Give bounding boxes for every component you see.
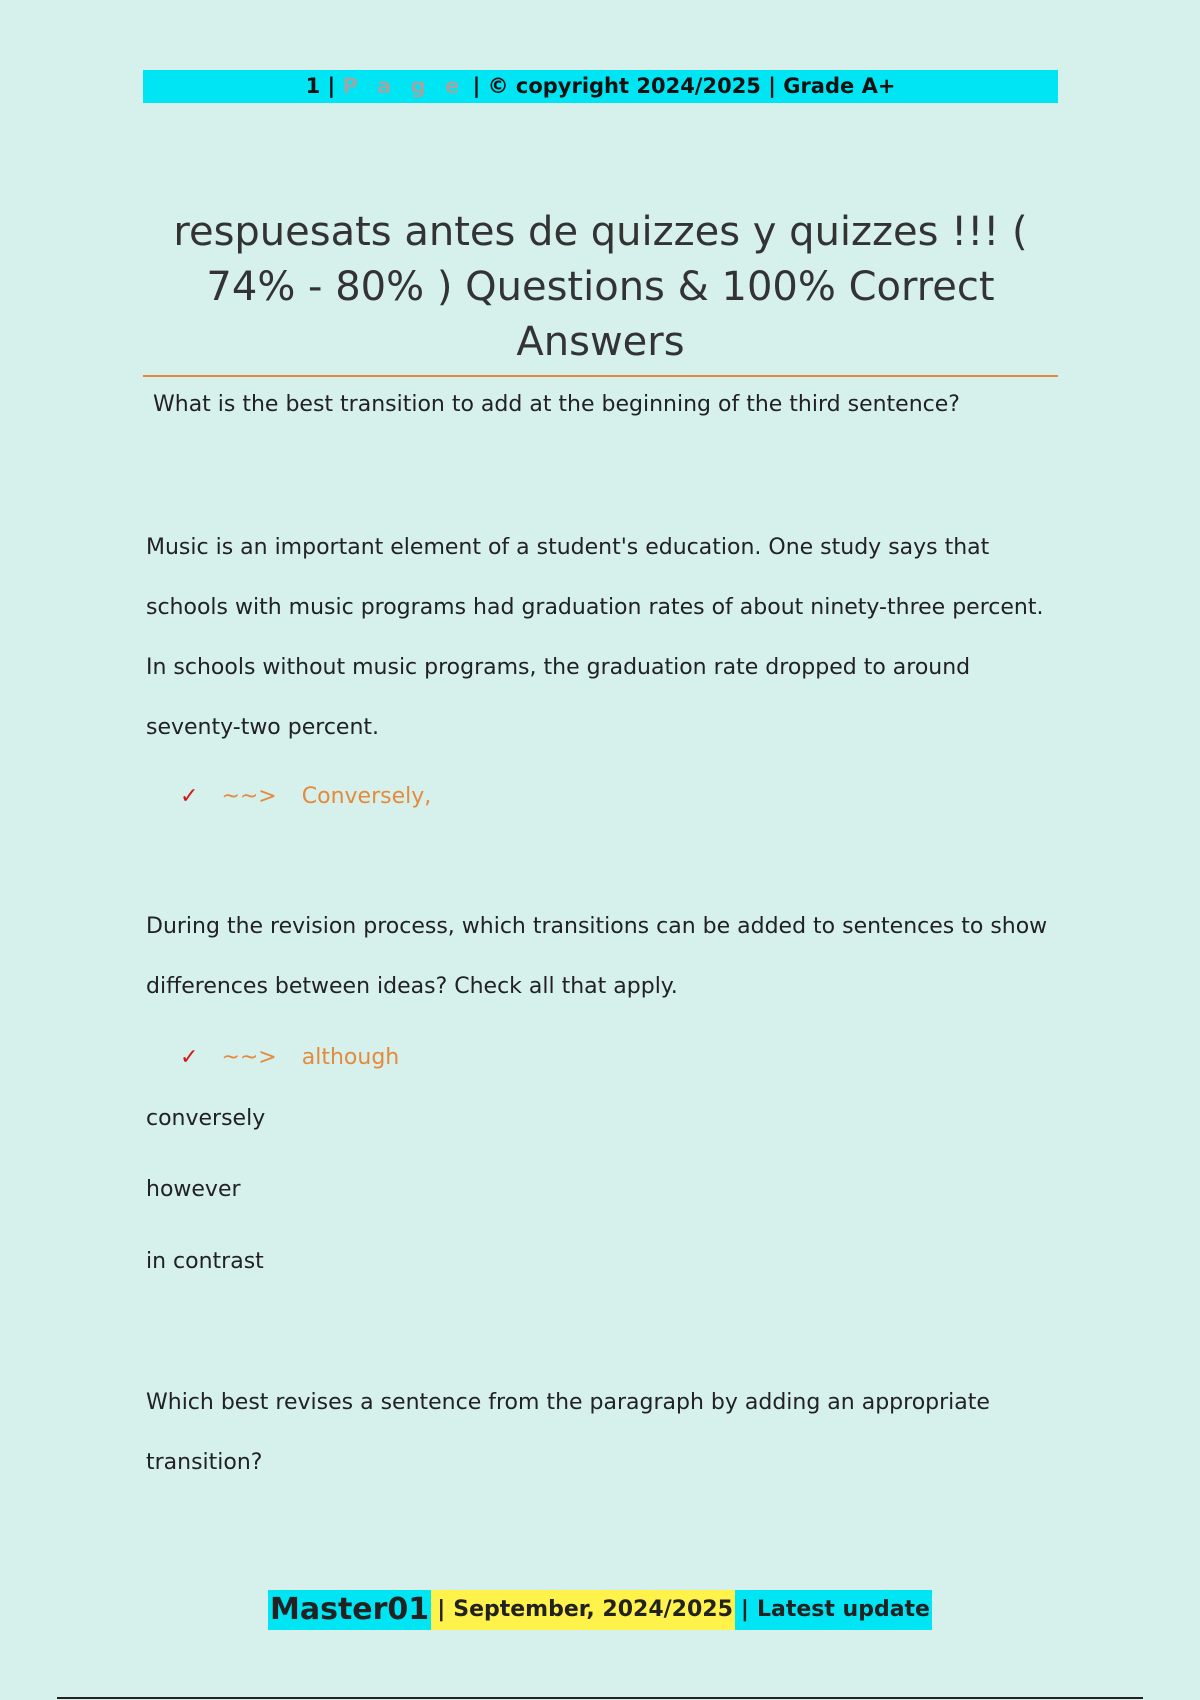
arrow-marker: ~~> xyxy=(221,1045,277,1070)
question-1-text: What is the best transition to add at the beginning of the third sentence? xyxy=(153,392,960,417)
option-item: conversely xyxy=(146,1106,266,1131)
copyright-text: © copyright 2024/2025 xyxy=(487,74,761,98)
answer-text: Conversely, xyxy=(301,784,432,809)
author-label: Master01 xyxy=(268,1590,431,1630)
arrow-marker: ~~> xyxy=(221,784,277,809)
header-separator: | xyxy=(472,74,481,98)
check-icon: ✓ xyxy=(180,784,199,809)
page-number: 1 xyxy=(305,74,321,98)
page-label: P a g e xyxy=(342,74,466,98)
grade-text: Grade A+ xyxy=(783,74,896,98)
page-header xyxy=(143,70,1058,103)
question-2-text: During the revision process, which transitions can be added to sentences to show differences between ideas? Check all that apply. xyxy=(146,914,1048,999)
check-icon: ✓ xyxy=(180,1045,199,1070)
page-footer xyxy=(0,1590,1200,1630)
answer-text: although xyxy=(301,1045,400,1070)
bottom-divider xyxy=(57,1697,1143,1699)
question-3-text: Which best revises a sentence from the paragraph by adding an appropriate transition? xyxy=(146,1390,990,1475)
question-1-paragraph: Music is an important element of a student's education. One study says that schools with music programs had graduation rates of about ninety-three percent. In schools without music programs, the graduation rate dropped to around seventy-two percent. xyxy=(146,535,1044,740)
question-2-answer xyxy=(180,1040,399,1076)
header-separator: | xyxy=(327,74,336,98)
footer-separator: | xyxy=(735,1590,755,1630)
date-label: September, 2024/2025 xyxy=(451,1590,735,1630)
document-title: respuesats antes de quizzes y quizzes !!! ( 74% - 80% ) Questions & 100% Correct Answers xyxy=(173,209,1028,365)
footer-separator: | xyxy=(431,1590,451,1630)
question-1-answer xyxy=(180,779,431,815)
option-item: in contrast xyxy=(146,1249,264,1274)
update-label: Latest update xyxy=(755,1590,932,1630)
option-item: however xyxy=(146,1177,241,1202)
header-separator: | xyxy=(768,74,776,98)
